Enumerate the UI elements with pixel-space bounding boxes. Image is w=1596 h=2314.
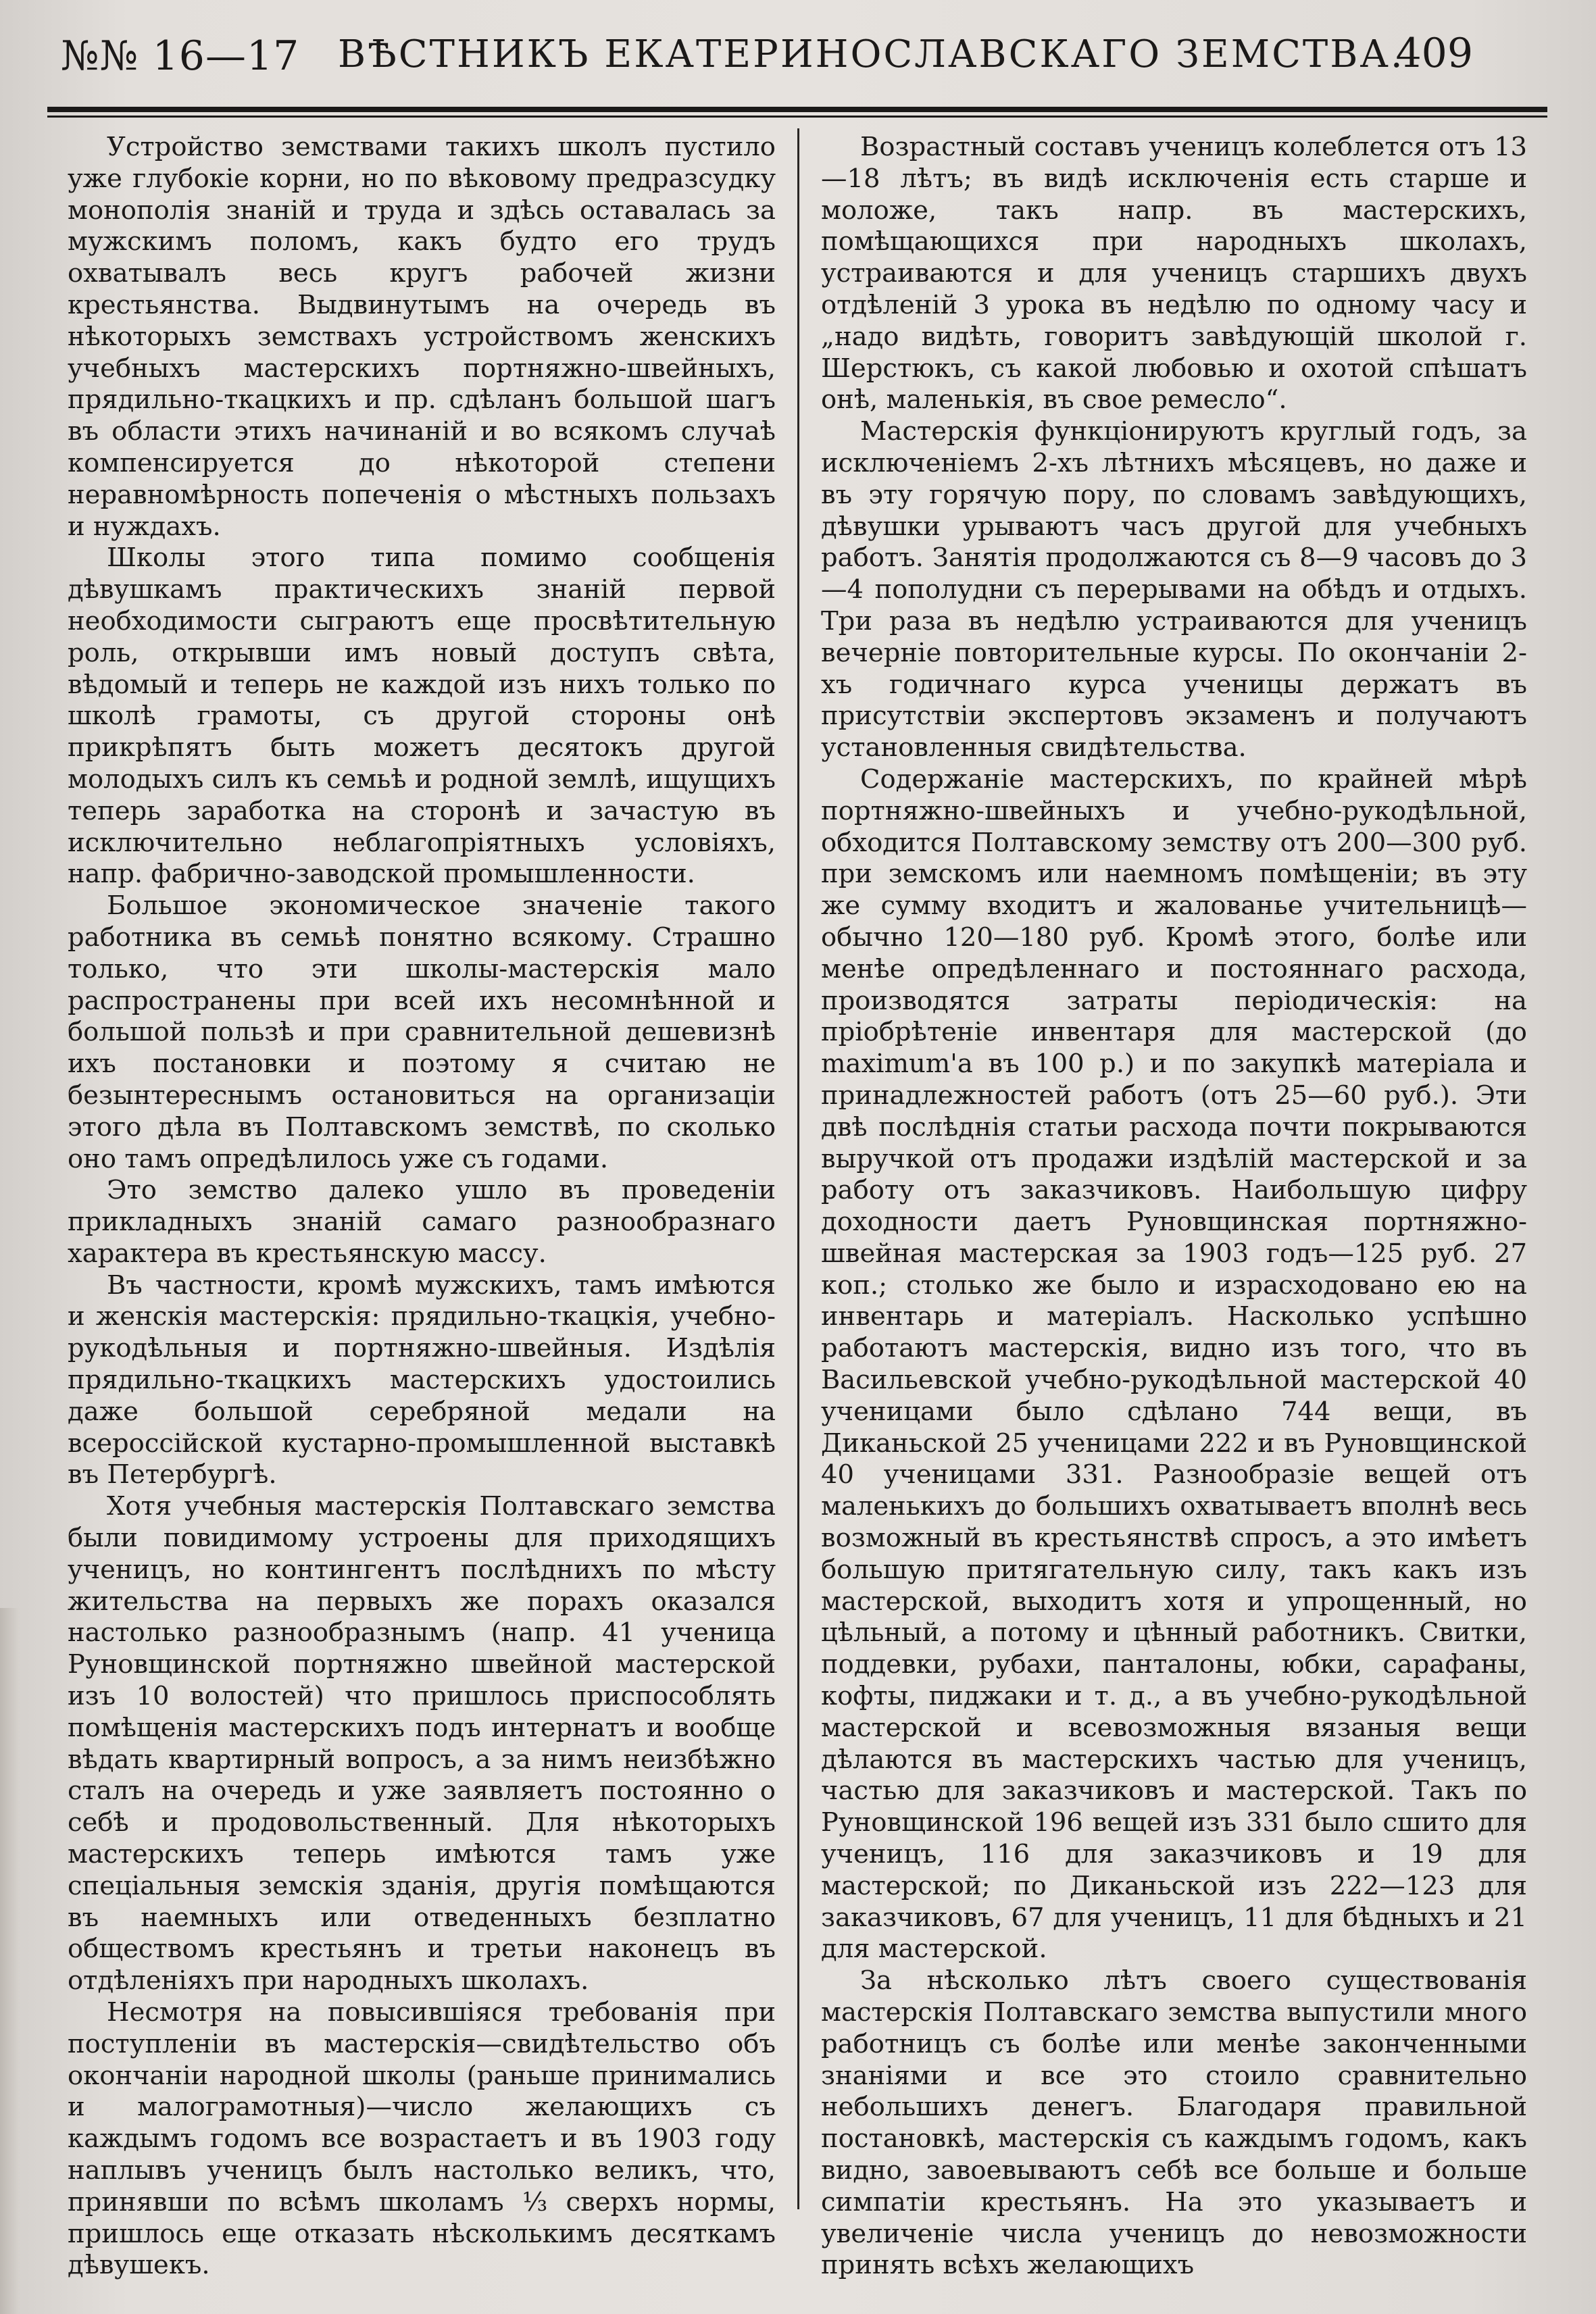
paragraph: Большое экономическое значеніе такого работника въ семьѣ понятно всякому. Страшно только, что эти школы-мастерскія мало распространены при всей ихъ несомнѣнной и большой пользѣ и при сравнительной дешевизнѣ ихъ постановки и поэтому я считаю не безынтереснымъ остановиться на организаціи этого дѣла въ Полтавскомъ земствѣ, по сколько оно тамъ опредѣлилось уже съ годами.: [68, 890, 776, 1174]
issue-number: №№ 16—17: [61, 32, 300, 80]
paragraph: Устройство земствами такихъ школъ пустило уже глубокіе корни, но по вѣковому предразсудку монополія знаній и труда и здѣсь оставалась за мужскимъ поломъ, какъ будто его трудъ охватывалъ весь кругъ рабочей жизни крестьянства. Выдвинутымъ на очередь въ нѣкоторыхъ земствахъ устройствомъ женскихъ учебныхъ мастерскихъ портняжно-швейныхъ, прядильно-ткацкихъ и пр. сдѣланъ большой шагъ въ области этихъ начинаній и во всякомъ случаѣ компенсируется до нѣкоторой степени неравномѣрность попеченія о мѣстныхъ пользахъ и нуждахъ.: [68, 132, 776, 542]
header-rule-thick: [47, 107, 1547, 112]
right-column: [794, 132, 1527, 2282]
page-number: 409: [1395, 30, 1473, 77]
paragraph: Это земство далеко ушло въ проведеніи прикладныхъ знаній самаго разнообразнаго характера въ крестьянскую массу.: [68, 1175, 776, 1269]
paragraph: Возрастный составъ ученицъ колеблется отъ 13—18 лѣтъ; въ видѣ исключенія есть старше и моложе, такъ напр. въ мастерскихъ, помѣщающихся при народныхъ школахъ, устраиваются и для ученицъ старшихъ двухъ отдѣленій 3 урока въ недѣлю по одному часу и „надо видѣть, говоритъ завѣдующій школой г. Шерстюкъ, съ какой любовью и охотой спѣшатъ онѣ, маленькія, въ свое ремесло“.: [821, 132, 1527, 416]
paragraph: За нѣсколько лѣтъ своего существованія мастерскія Полтавскаго земства выпустили много работницъ съ болѣе или менѣе законченными знаніями и все это стоило сравнительно небольшихъ денегъ. Благодаря правильной постановкѣ, мастерскія съ каждымъ годомъ, какъ видно, завоевываютъ себѣ все больше и больше симпатіи крестьянъ. На это указываетъ и увеличеніе числа ученицъ до невозможности принять всѣхъ желающихъ: [821, 1965, 1527, 2281]
journal-title: ВѢСТНИКЪ ЕКАТЕРИНОСЛАВСКАГО ЗЕМСТВА.: [338, 32, 1405, 76]
paragraph: Въ частности, кромѣ мужскихъ, тамъ имѣются и женскія мастерскія: прядильно-ткацкія, учебно-рукодѣльныя и портняжно-швейныя. Издѣлія прядильно-ткацкихъ мастерскихъ удостоились даже большой серебряной медали на всероссійской кустарно-промышленной выставкѣ въ Петербургѣ.: [68, 1269, 776, 1490]
header-rule-thin: [47, 116, 1547, 118]
paragraph: Мастерскія функціонируютъ круглый годъ, за исключеніемъ 2-хъ лѣтнихъ мѣсяцевъ, но даже и въ эту горячую пору, по словамъ завѣдующихъ, дѣвушки урываютъ часъ другой для учебныхъ работъ. Занятія продолжаются съ 8—9 часовъ до 3—4 пополудни съ перерывами на обѣдъ и отдыхъ. Три раза въ недѣлю устраиваются для ученицъ вечерніе повторительные курсы. По окончаніи 2-хъ годичнаго курса ученицы держатъ въ присутствіи экспертовъ экзаменъ и получаютъ установленныя свидѣтельства.: [821, 416, 1527, 763]
paragraph: Несмотря на повысившіяся требованія при поступленіи въ мастерскія—свидѣтельство объ окончаніи народной школы (раньше принимались и малограмотныя)—число желающихъ съ каждымъ годомъ все возрастаетъ и въ 1903 году наплывъ ученицъ былъ настолько великъ, что, принявши по всѣмъ школамъ ⅓ сверхъ нормы, пришлось еще отказать нѣсколькимъ десяткамъ дѣвушекъ.: [68, 1997, 776, 2281]
paragraph: Содержаніе мастерскихъ, по крайней мѣрѣ портняжно-швейныхъ и учебно-рукодѣльной, обходится Полтавскому земству отъ 200—300 руб. при земскомъ или наемномъ помѣщеніи; въ эту же сумму входитъ и жалованье учительницѣ—обычно 120—180 руб. Кромѣ этого, болѣе или менѣе опредѣленнаго и постояннаго расхода, производятся затраты періодическія: на пріобрѣтеніе инвентаря для мастерской (до maximum'a въ 100 р.) и по закупкѣ матеріала и принадлежностей работъ (отъ 25—60 руб.). Эти двѣ послѣднія статьи расхода почти покрываются выручкой отъ продажи издѣлій мастерской и за работу отъ заказчиковъ. Наибольшую цифру доходности даетъ Руновщинская портняжно-швейная мастерская за 1903 годъ—125 руб. 27 коп.; столько же было и израсходовано ею на инвентарь и матеріалъ. Насколько успѣшно работаютъ мастерскія, видно изъ того, что въ Васильевской учебно-рукодѣльной мастерской 40 ученицами было сдѣлано 744 вещи, въ Диканьской 25 ученицами 222 и въ Руновщинской 40 ученицами 331. Разнообразіе вещей отъ маленькихъ до большихъ охватываетъ вполнѣ весь возможный въ крестьянствѣ спросъ, а это имѣетъ большую притягательную силу, такъ какъ изъ мастерской, выходитъ хотя и упрощенный, но цѣльный, а потому и цѣнный работникъ. Свитки, поддевки, рубахи, панталоны, юбки, сарафаны, кофты, пиджаки и т. д., а въ учебно-рукодѣльной мастерской и всевозможныя вязаныя вещи дѣлаются въ мастерскихъ частью для ученицъ, частью для заказчиковъ и мастерской. Такъ по Руновщинской 196 вещей изъ 331 было сшито для ученицъ, 116 для заказчиковъ и 19 для мастерской; по Диканьской изъ 222—123 для заказчиковъ, 67 для ученицъ, 11 для бѣдныхъ и 21 для мастерской.: [821, 763, 1527, 1965]
paragraph: Хотя учебныя мастерскія Полтавскаго земства были повидимому устроены для приходящихъ ученицъ, но контингентъ послѣднихъ по мѣсту жительства на первыхъ же порахъ оказался настолько разнообразнымъ (напр. 41 ученица Руновщинской портняжно швейной мастерской изъ 10 волостей) что пришлось приспособлять помѣщенія мастерскихъ подъ интернатъ и вообще вѣдать квартирный вопросъ, а за нимъ неизбѣжно сталъ на очередь и уже заявляетъ постоянно о себѣ и продовольственный. Для нѣкоторыхъ мастерскихъ теперь имѣются тамъ уже спеціальныя земскія зданія, другія помѣщаются въ наемныхъ или отведенныхъ безплатно обществомъ крестьянъ и третьи наконецъ въ отдѣленіяхъ при народныхъ школахъ.: [68, 1491, 776, 1996]
torn-page-edge: [0, 1608, 19, 2314]
left-column: [68, 132, 776, 2282]
paragraph: Школы этого типа помимо сообщенія дѣвушкамъ практическихъ знаній первой необходимости сыграютъ еще просвѣтительную роль, открывши имъ новый доступъ свѣта, вѣдомый и теперь не каждой изъ нихъ только по школѣ грамоты, съ другой стороны онѣ прикрѣпятъ быть можетъ десятокъ другой молодыхъ силъ къ семьѣ и родной землѣ, ищущихъ теперь заработка на сторонѣ и зачастую въ исключительно неблагопріятныхъ условіяхъ, напр. фабрично-заводской промышленности.: [68, 543, 776, 890]
page-header: [61, 27, 1487, 88]
